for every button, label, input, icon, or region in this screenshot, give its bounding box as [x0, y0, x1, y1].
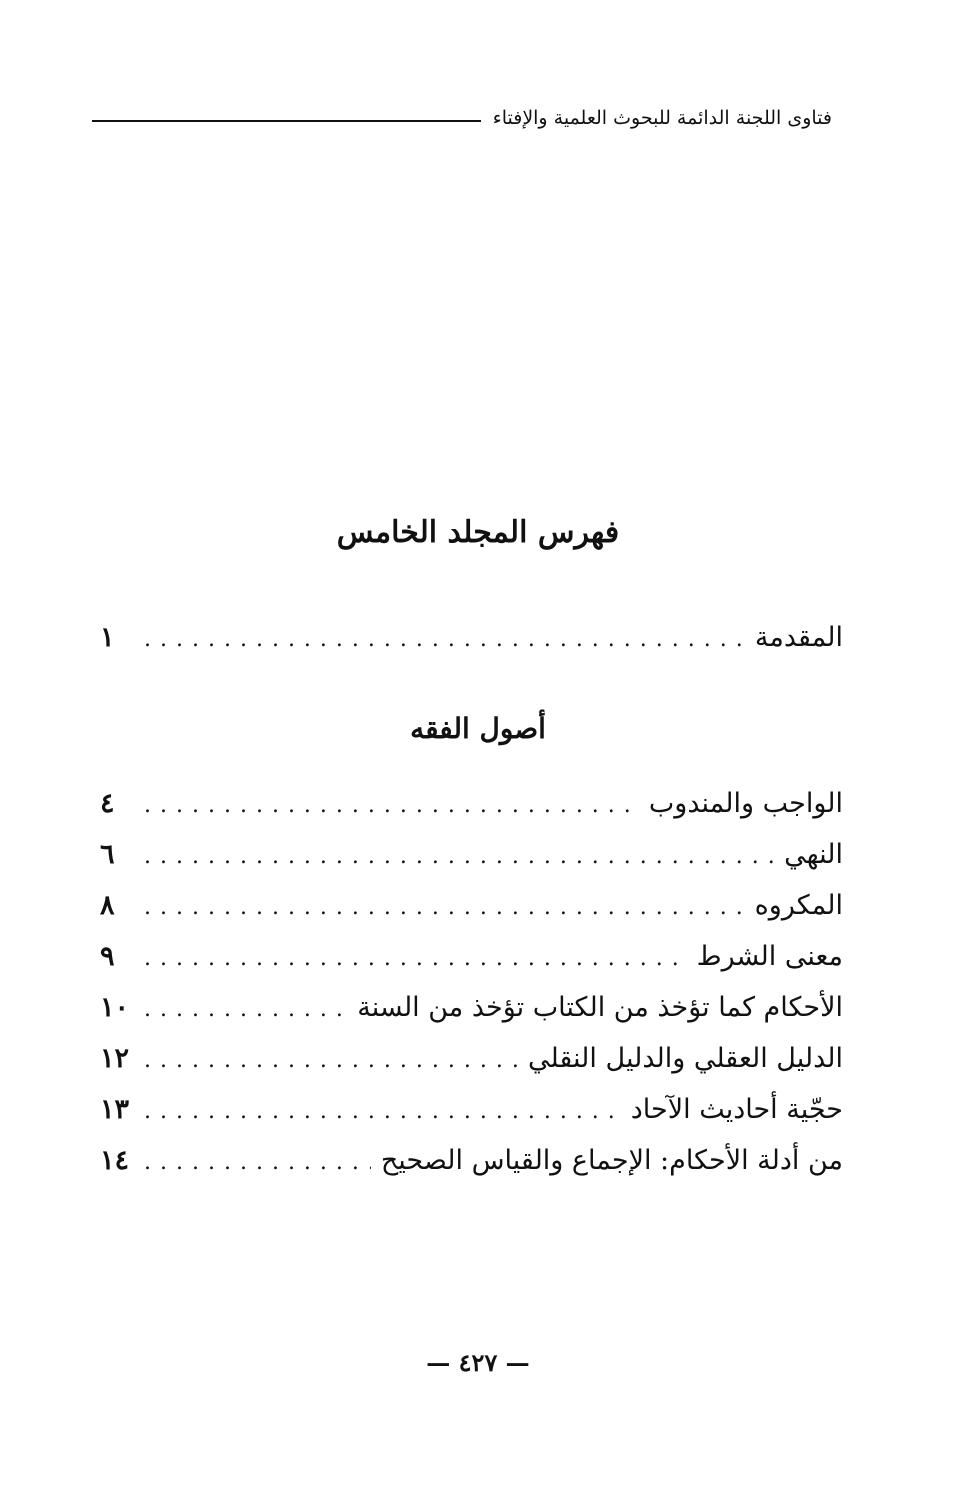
toc-entry[interactable] [100, 1084, 843, 1135]
toc-entry-title: المكروه [754, 890, 843, 921]
dot-leader [144, 831, 774, 882]
toc-entry[interactable] [100, 778, 843, 829]
toc-section-list [100, 778, 843, 1186]
toc-entry-page: ٩ [100, 941, 115, 972]
toc-entry-title: الدليل العقلي والدليل النقلي [527, 1043, 843, 1074]
dot-leader [144, 1035, 518, 1086]
toc-entry-page: ٨ [100, 890, 115, 921]
toc-entry-title: النهي [784, 839, 843, 870]
toc-entry-page: ٤ [100, 788, 115, 819]
toc-entry-page: ١٢ [100, 1043, 130, 1074]
toc-entry-page: ١٤ [100, 1145, 130, 1176]
toc-entry-title: الواجب والمندوب [648, 788, 843, 819]
running-title: فتاوى اللجنة الدائمة للبحوث العلمية والإفتاء [492, 107, 832, 129]
toc-entry[interactable] [100, 829, 843, 880]
dot-leader [144, 780, 639, 831]
dot-leader [144, 933, 687, 984]
toc-entry[interactable] [100, 880, 843, 931]
toc-entry[interactable] [100, 1033, 843, 1084]
toc-entry-page: ٦ [100, 839, 115, 870]
toc-entry-page: ١ [100, 622, 115, 653]
section-title: أصول الفقه [410, 712, 546, 745]
volume-index-title: فهرس المجلد الخامس [336, 515, 620, 550]
dot-leader [144, 1086, 621, 1137]
toc-entry[interactable] [100, 982, 843, 1033]
toc-entry-page: ١٠ [100, 992, 130, 1023]
dot-leader [144, 882, 745, 933]
dot-leader [144, 614, 745, 665]
toc-entry[interactable] [100, 612, 843, 663]
dot-leader [144, 984, 347, 1035]
dot-leader [144, 1137, 371, 1188]
toc-entry-title: الأحكام كما تؤخذ من الكتاب تؤخذ من السنة [357, 992, 843, 1023]
toc-intro-list [100, 612, 843, 663]
toc-entry-title: المقدمة [754, 622, 843, 653]
toc-entry[interactable] [100, 931, 843, 982]
toc-entry-title: من أدلة الأحكام: الإجماع والقياس الصحيح [380, 1145, 843, 1176]
page-number: — ٤٢٧ — [426, 1348, 530, 1377]
toc-entry-title: حجّية أحاديث الآحاد [630, 1094, 843, 1125]
toc-entry[interactable] [100, 1135, 843, 1186]
toc-entry-page: ١٣ [100, 1094, 130, 1125]
running-header [92, 98, 832, 132]
header-rule [92, 120, 481, 122]
toc-entry-title: معنى الشرط [696, 941, 843, 972]
